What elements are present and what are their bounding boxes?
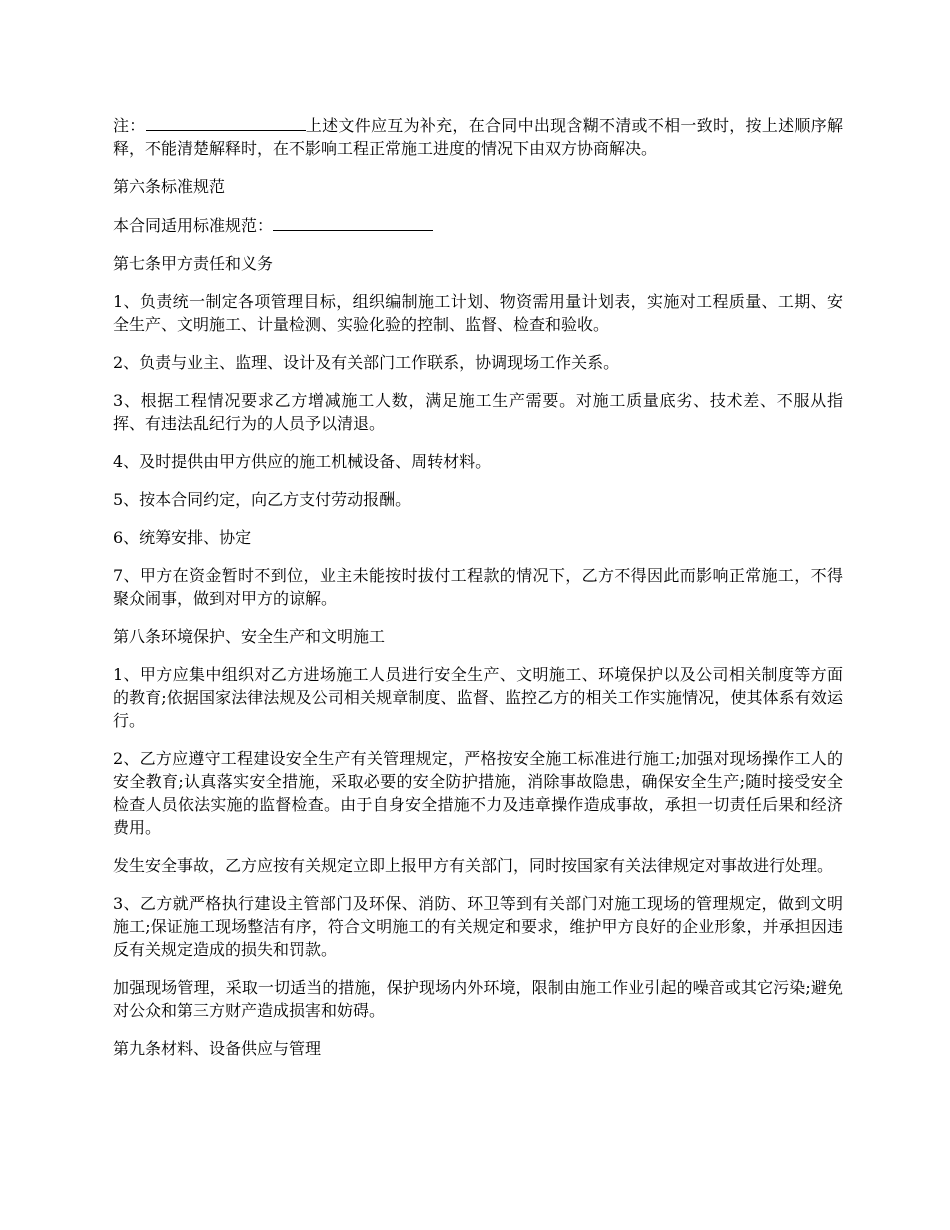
article-7-heading: 第七条甲方责任和义务 [113, 254, 274, 273]
article-8-accident-paragraph: 发生安全事故，乙方应按有关规定立即上报甲方有关部门，同时按国家有关法律规定对事故进行处理。 [113, 856, 834, 875]
article-8-heading: 第八条环境保护、安全生产和文明施工 [113, 627, 386, 646]
article-7-item-3: 3、根据工程情况要求乙方增减施工人数，满足施工生产需要。对施工质量底劣、技术差、不服从指挥、有违法乱纪行为的人员予以清退。 [113, 391, 843, 433]
document-page [113, 113, 843, 1075]
article-7-item-7: 7、甲方在资金暂时不到位，业主未能按时拔付工程款的情况下，乙方不得因此而影响正常施工，不得聚众闹事，做到对甲方的谅解。 [113, 566, 843, 608]
article-7-item-6: 6、统筹安排、协定 [113, 528, 252, 547]
article-8-item-1: 1、甲方应集中组织对乙方进场施工人员进行安全生产、文明施工、环境保护以及公司相关制度等方面的教育;依据国家法律法规及公司相关规章制度、监督、监控乙方的相关工作实施情况，使其体系有效运行。 [113, 665, 843, 730]
note-blank-line [146, 113, 306, 131]
article-7-item-1: 1、负责统一制定各项管理目标，组织编制施工计划、物资需用量计划表，实施对工程质量、工期、安全生产、文明施工、计量检测、实验化验的控制、监督、检查和验收。 [113, 292, 843, 334]
standards-paragraph [113, 213, 843, 237]
article-7-item-2: 2、负责与业主、监理、设计及有关部门工作联系，协调现场工作关系。 [113, 353, 620, 372]
note-paragraph [113, 113, 843, 160]
note-text: 上述文件应互为补充，在合同中出现含糊不清或不相一致时，按上述顺序解释，不能清楚解释时，在不影响工程正常施工进度的情况下由双方协商解决。 [113, 116, 843, 158]
article-9-heading: 第九条材料、设备供应与管理 [113, 1039, 322, 1058]
article-8-item-2: 2、乙方应遵守工程建设安全生产有关管理规定，严格按安全施工标准进行施工;加强对现场操作工人的安全教育;认真落实安全措施，采取必要的安全防护措施，消除事故隐患，确保安全生产;随时接受安全检查人员依法实施的监督检查。由于自身安全措施不力及违章操作造成事故，承担一切责任后果和经济费用。 [113, 749, 843, 837]
standards-label: 本合同适用标准规范： [113, 216, 274, 235]
article-8-item-3: 3、乙方就严格执行建设主管部门及环保、消防、环卫等到有关部门对施工现场的管理规定，做到文明施工;保证施工现场整洁有序，符合文明施工的有关规定和要求，维护甲方良好的企业形象，并承担因违反有关规定造成的损失和罚款。 [113, 894, 843, 959]
note-prefix: 注： [113, 116, 146, 135]
article-7-item-4: 4、及时提供由甲方供应的施工机械设备、周转材料。 [113, 452, 492, 471]
article-6-heading: 第六条标准规范 [113, 177, 226, 196]
standards-blank-line [273, 213, 433, 231]
article-7-item-5: 5、按本合同约定，向乙方支付劳动报酬。 [113, 490, 412, 509]
article-8-site-management-paragraph: 加强现场管理，采取一切适当的措施，保护现场内外环境，限制由施工作业引起的噪音或其它污染;避免对公众和第三方财产造成损害和妨碍。 [113, 978, 843, 1020]
